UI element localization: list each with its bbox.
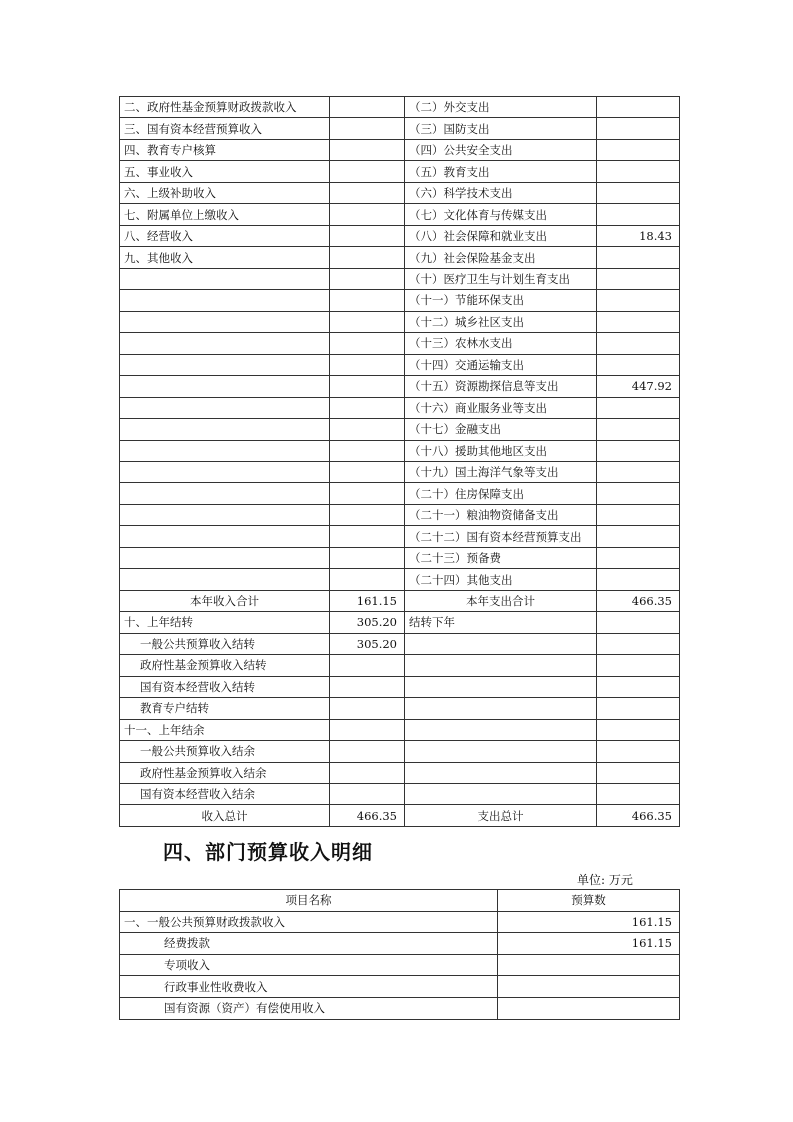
table-row [120, 569, 680, 590]
carry-item: 十一、上年结余 [120, 719, 330, 740]
income-item [120, 526, 330, 547]
table-row [120, 461, 680, 482]
detail-amount [498, 976, 680, 998]
table-row [120, 698, 680, 719]
table-row [120, 911, 680, 933]
income-item: 三、国有资本经营预算收入 [120, 118, 330, 139]
expense-item: （十）医疗卫生与计划生育支出 [405, 268, 597, 289]
expense-item: （七）文化体育与传媒支出 [405, 204, 597, 225]
table-row [120, 784, 680, 805]
detail-item: 专项收入 [120, 954, 498, 976]
expense-item: （十二）城乡社区支出 [405, 311, 597, 332]
expense-amount [597, 397, 680, 418]
table-row [120, 354, 680, 375]
carry-item: 十、上年结转 [120, 612, 330, 633]
year-expense-total-label: 本年支出合计 [405, 590, 597, 611]
expense-amount: 18.43 [597, 225, 680, 246]
column-header-budget: 预算数 [498, 890, 680, 912]
expense-item: （十八）援助其他地区支出 [405, 440, 597, 461]
expense-item: （二十二）国有资本经营预算支出 [405, 526, 597, 547]
table-row [120, 547, 680, 568]
expense-item: （二十四）其他支出 [405, 569, 597, 590]
year-total-row [120, 590, 680, 611]
table-row [120, 762, 680, 783]
carry-expense-item [405, 676, 597, 697]
expense-item: （二十）住房保障支出 [405, 483, 597, 504]
carry-item: 教育专户结转 [120, 698, 330, 719]
carry-item: 一般公共预算收入结余 [120, 741, 330, 762]
income-item [120, 354, 330, 375]
income-item [120, 419, 330, 440]
carry-amount [330, 655, 405, 676]
expense-item: （十四）交通运输支出 [405, 354, 597, 375]
carry-expense-item: 结转下年 [405, 612, 597, 633]
expense-amount: 447.92 [597, 376, 680, 397]
carry-expense-item [405, 762, 597, 783]
expense-item: （十五）资源勘探信息等支出 [405, 376, 597, 397]
table-row [120, 676, 680, 697]
income-item: 九、其他收入 [120, 247, 330, 268]
income-item [120, 397, 330, 418]
carry-expense-amount [597, 719, 680, 740]
table-row [120, 225, 680, 246]
detail-amount [498, 997, 680, 1019]
income-amount [330, 333, 405, 354]
income-amount [330, 376, 405, 397]
table-row [120, 655, 680, 676]
carry-amount [330, 762, 405, 783]
detail-amount: 161.15 [498, 911, 680, 933]
expense-amount [597, 290, 680, 311]
income-item [120, 311, 330, 332]
expense-amount [597, 440, 680, 461]
section-title: 四、部门预算收入明细 [163, 840, 373, 864]
income-item: 二、政府性基金预算财政拨款收入 [120, 97, 330, 118]
table-row [120, 397, 680, 418]
income-amount [330, 161, 405, 182]
table-row [120, 333, 680, 354]
expense-item: （四）公共安全支出 [405, 139, 597, 160]
carry-expense-amount [597, 633, 680, 654]
expense-amount [597, 139, 680, 160]
carry-expense-amount [597, 784, 680, 805]
carry-amount [330, 698, 405, 719]
income-amount [330, 397, 405, 418]
table-row [120, 182, 680, 203]
income-amount [330, 247, 405, 268]
carry-expense-item [405, 698, 597, 719]
table-row [120, 311, 680, 332]
carry-expense-amount [597, 762, 680, 783]
carry-amount [330, 719, 405, 740]
expense-amount [597, 118, 680, 139]
table-row [120, 933, 680, 955]
income-item [120, 547, 330, 568]
expense-item: （十七）金融支出 [405, 419, 597, 440]
expense-item: （三）国防支出 [405, 118, 597, 139]
income-amount [330, 440, 405, 461]
income-grand-total-label: 收入总计 [120, 805, 330, 826]
income-amount [330, 547, 405, 568]
table-row [120, 719, 680, 740]
income-expense-table [119, 96, 680, 827]
table-row [120, 268, 680, 289]
year-income-total-value: 161.15 [330, 590, 405, 611]
expense-amount [597, 97, 680, 118]
income-item [120, 483, 330, 504]
expense-item: （八）社会保障和就业支出 [405, 225, 597, 246]
expense-grand-total-label: 支出总计 [405, 805, 597, 826]
expense-item: （九）社会保险基金支出 [405, 247, 597, 268]
income-amount [330, 139, 405, 160]
income-item [120, 290, 330, 311]
carry-expense-item [405, 633, 597, 654]
income-amount [330, 354, 405, 375]
table-row [120, 139, 680, 160]
expense-item: （十六）商业服务业等支出 [405, 397, 597, 418]
table-row [120, 440, 680, 461]
expense-item: （六）科学技术支出 [405, 182, 597, 203]
expense-item: （十三）农林水支出 [405, 333, 597, 354]
expense-amount [597, 204, 680, 225]
table-row [120, 612, 680, 633]
expense-amount [597, 268, 680, 289]
income-item: 七、附属单位上缴收入 [120, 204, 330, 225]
carry-expense-item [405, 719, 597, 740]
header-row [120, 890, 680, 912]
carry-amount: 305.20 [330, 612, 405, 633]
carry-amount [330, 741, 405, 762]
income-detail-table [119, 889, 680, 1020]
table-row [120, 97, 680, 118]
detail-item: 一、一般公共预算财政拨款收入 [120, 911, 498, 933]
table-row [120, 204, 680, 225]
carry-expense-item [405, 655, 597, 676]
expense-amount [597, 504, 680, 525]
income-item [120, 569, 330, 590]
detail-item: 行政事业性收费收入 [120, 976, 498, 998]
income-amount [330, 504, 405, 525]
income-item: 四、教育专户核算 [120, 139, 330, 160]
income-amount [330, 569, 405, 590]
table-row [120, 483, 680, 504]
carry-item: 国有资本经营收入结余 [120, 784, 330, 805]
income-amount [330, 461, 405, 482]
income-amount [330, 225, 405, 246]
expense-amount [597, 461, 680, 482]
table-row [120, 954, 680, 976]
expense-amount [597, 311, 680, 332]
expense-item: （二十三）预备费 [405, 547, 597, 568]
table-row [120, 118, 680, 139]
carry-item: 政府性基金预算收入结余 [120, 762, 330, 783]
expense-amount [597, 526, 680, 547]
income-item [120, 504, 330, 525]
income-amount [330, 483, 405, 504]
detail-item: 国有资源（资产）有偿使用收入 [120, 997, 498, 1019]
carry-amount: 305.20 [330, 633, 405, 654]
expense-amount [597, 247, 680, 268]
carry-amount [330, 676, 405, 697]
table-row [120, 290, 680, 311]
carry-item: 国有资本经营收入结转 [120, 676, 330, 697]
table-row [120, 419, 680, 440]
expense-amount [597, 547, 680, 568]
carry-expense-amount [597, 741, 680, 762]
income-amount [330, 182, 405, 203]
carry-amount [330, 784, 405, 805]
table-row [120, 247, 680, 268]
income-item: 八、经营收入 [120, 225, 330, 246]
detail-item: 经费拨款 [120, 933, 498, 955]
carry-expense-amount [597, 612, 680, 633]
unit-label: 单位: 万元 [577, 873, 633, 887]
detail-amount: 161.15 [498, 933, 680, 955]
carry-item: 政府性基金预算收入结转 [120, 655, 330, 676]
income-item [120, 461, 330, 482]
income-item: 六、上级补助收入 [120, 182, 330, 203]
expense-amount [597, 483, 680, 504]
table-row [120, 161, 680, 182]
column-header-item-name: 项目名称 [120, 890, 498, 912]
expense-item: （五）教育支出 [405, 161, 597, 182]
expense-item: （十一）节能环保支出 [405, 290, 597, 311]
expense-amount [597, 419, 680, 440]
income-amount [330, 204, 405, 225]
carry-expense-amount [597, 655, 680, 676]
expense-item: （十九）国土海洋气象等支出 [405, 461, 597, 482]
expense-item: （二十一）粮油物资储备支出 [405, 504, 597, 525]
income-amount [330, 118, 405, 139]
expense-amount [597, 333, 680, 354]
table-row [120, 526, 680, 547]
expense-grand-total-value: 466.35 [597, 805, 680, 826]
expense-item: （二）外交支出 [405, 97, 597, 118]
income-amount [330, 526, 405, 547]
year-income-total-label: 本年收入合计 [120, 590, 330, 611]
table-row [120, 504, 680, 525]
table-row [120, 976, 680, 998]
income-item [120, 268, 330, 289]
detail-amount [498, 954, 680, 976]
table-row [120, 376, 680, 397]
year-expense-total-value: 466.35 [597, 590, 680, 611]
income-amount [330, 97, 405, 118]
income-item: 五、事业收入 [120, 161, 330, 182]
expense-amount [597, 182, 680, 203]
expense-amount [597, 569, 680, 590]
income-amount [330, 419, 405, 440]
carry-expense-item [405, 741, 597, 762]
carry-expense-amount [597, 698, 680, 719]
grand-total-row [120, 805, 680, 826]
expense-amount [597, 161, 680, 182]
income-grand-total-value: 466.35 [330, 805, 405, 826]
table-row [120, 633, 680, 654]
expense-amount [597, 354, 680, 375]
income-item [120, 440, 330, 461]
carry-item: 一般公共预算收入结转 [120, 633, 330, 654]
carry-expense-item [405, 784, 597, 805]
income-amount [330, 268, 405, 289]
carry-expense-amount [597, 676, 680, 697]
income-amount [330, 311, 405, 332]
income-amount [330, 290, 405, 311]
table-row [120, 741, 680, 762]
table-row [120, 997, 680, 1019]
income-item [120, 376, 330, 397]
income-item [120, 333, 330, 354]
